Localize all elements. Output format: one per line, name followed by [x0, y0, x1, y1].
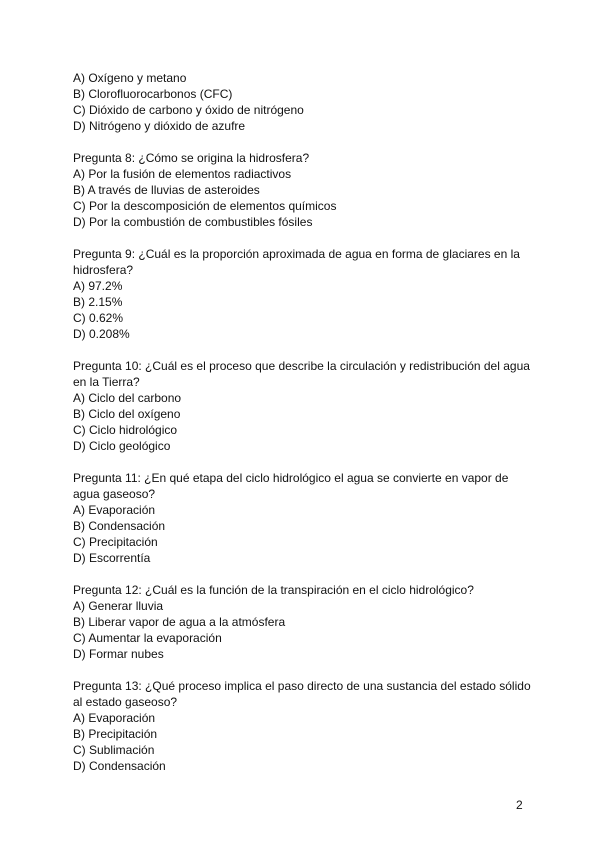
question-text: Pregunta 13: ¿Qué proceso implica el paso directo de una sustancia del estado sólido al estado gaseoso? [73, 679, 531, 709]
option-a: A) Oxígeno y metano [73, 71, 187, 85]
option-c: C) Sublimación [73, 743, 155, 757]
question-block-8 [73, 150, 533, 230]
option-c: C) Por la descomposición de elementos químicos [73, 199, 337, 213]
option-b: B) A través de lluvias de asteroides [73, 183, 260, 197]
option-d: D) 0.208% [73, 327, 130, 341]
option-d: D) Nitrógeno y dióxido de azufre [73, 119, 246, 133]
option-d: D) Condensación [73, 759, 166, 773]
option-b: B) 2.15% [73, 295, 123, 309]
question-text: Pregunta 10: ¿Cuál es el proceso que describe la circulación y redistribución del agua en la Tierra? [73, 359, 530, 389]
question-block-10 [73, 358, 533, 454]
question-text: Pregunta 9: ¿Cuál es la proporción aproximada de agua en forma de glaciares en la hidrosfera? [73, 247, 520, 277]
option-d: D) Formar nubes [73, 647, 164, 661]
option-c: C) 0.62% [73, 311, 124, 325]
option-b: B) Condensación [73, 519, 166, 533]
question-block-11 [73, 470, 533, 566]
option-c: C) Dióxido de carbono y óxido de nitrógeno [73, 103, 304, 117]
question-block-7-continuation [73, 70, 533, 134]
question-text: Pregunta 8: ¿Cómo se origina la hidrosfera? [73, 151, 310, 165]
page-number: 2 [516, 798, 523, 812]
option-a: A) 97.2% [73, 279, 123, 293]
option-a: A) Evaporación [73, 503, 156, 517]
option-b: B) Ciclo del oxígeno [73, 407, 181, 421]
option-a: A) Generar lluvia [73, 599, 164, 613]
option-c: C) Precipitación [73, 535, 158, 549]
option-d: D) Escorrentía [73, 551, 151, 565]
option-b: B) Liberar vapor de agua a la atmósfera [73, 615, 286, 629]
question-list [73, 70, 533, 790]
question-block-9 [73, 246, 533, 342]
question-text: Pregunta 12: ¿Cuál es la función de la transpiración en el ciclo hidrológico? [73, 583, 474, 597]
option-c: C) Aumentar la evaporación [73, 631, 222, 645]
option-b: B) Clorofluorocarbonos (CFC) [73, 87, 233, 101]
question-block-12 [73, 582, 533, 662]
option-a: A) Por la fusión de elementos radiactivos [73, 167, 292, 181]
option-a: A) Evaporación [73, 711, 156, 725]
option-d: D) Por la combustión de combustibles fósiles [73, 215, 313, 229]
option-c: C) Ciclo hidrológico [73, 423, 178, 437]
option-b: B) Precipitación [73, 727, 158, 741]
question-text: Pregunta 11: ¿En qué etapa del ciclo hidrológico el agua se convierte en vapor de agua gaseoso? [73, 471, 509, 501]
option-d: D) Ciclo geológico [73, 439, 171, 453]
option-a: A) Ciclo del carbono [73, 391, 182, 405]
question-block-13 [73, 678, 533, 774]
